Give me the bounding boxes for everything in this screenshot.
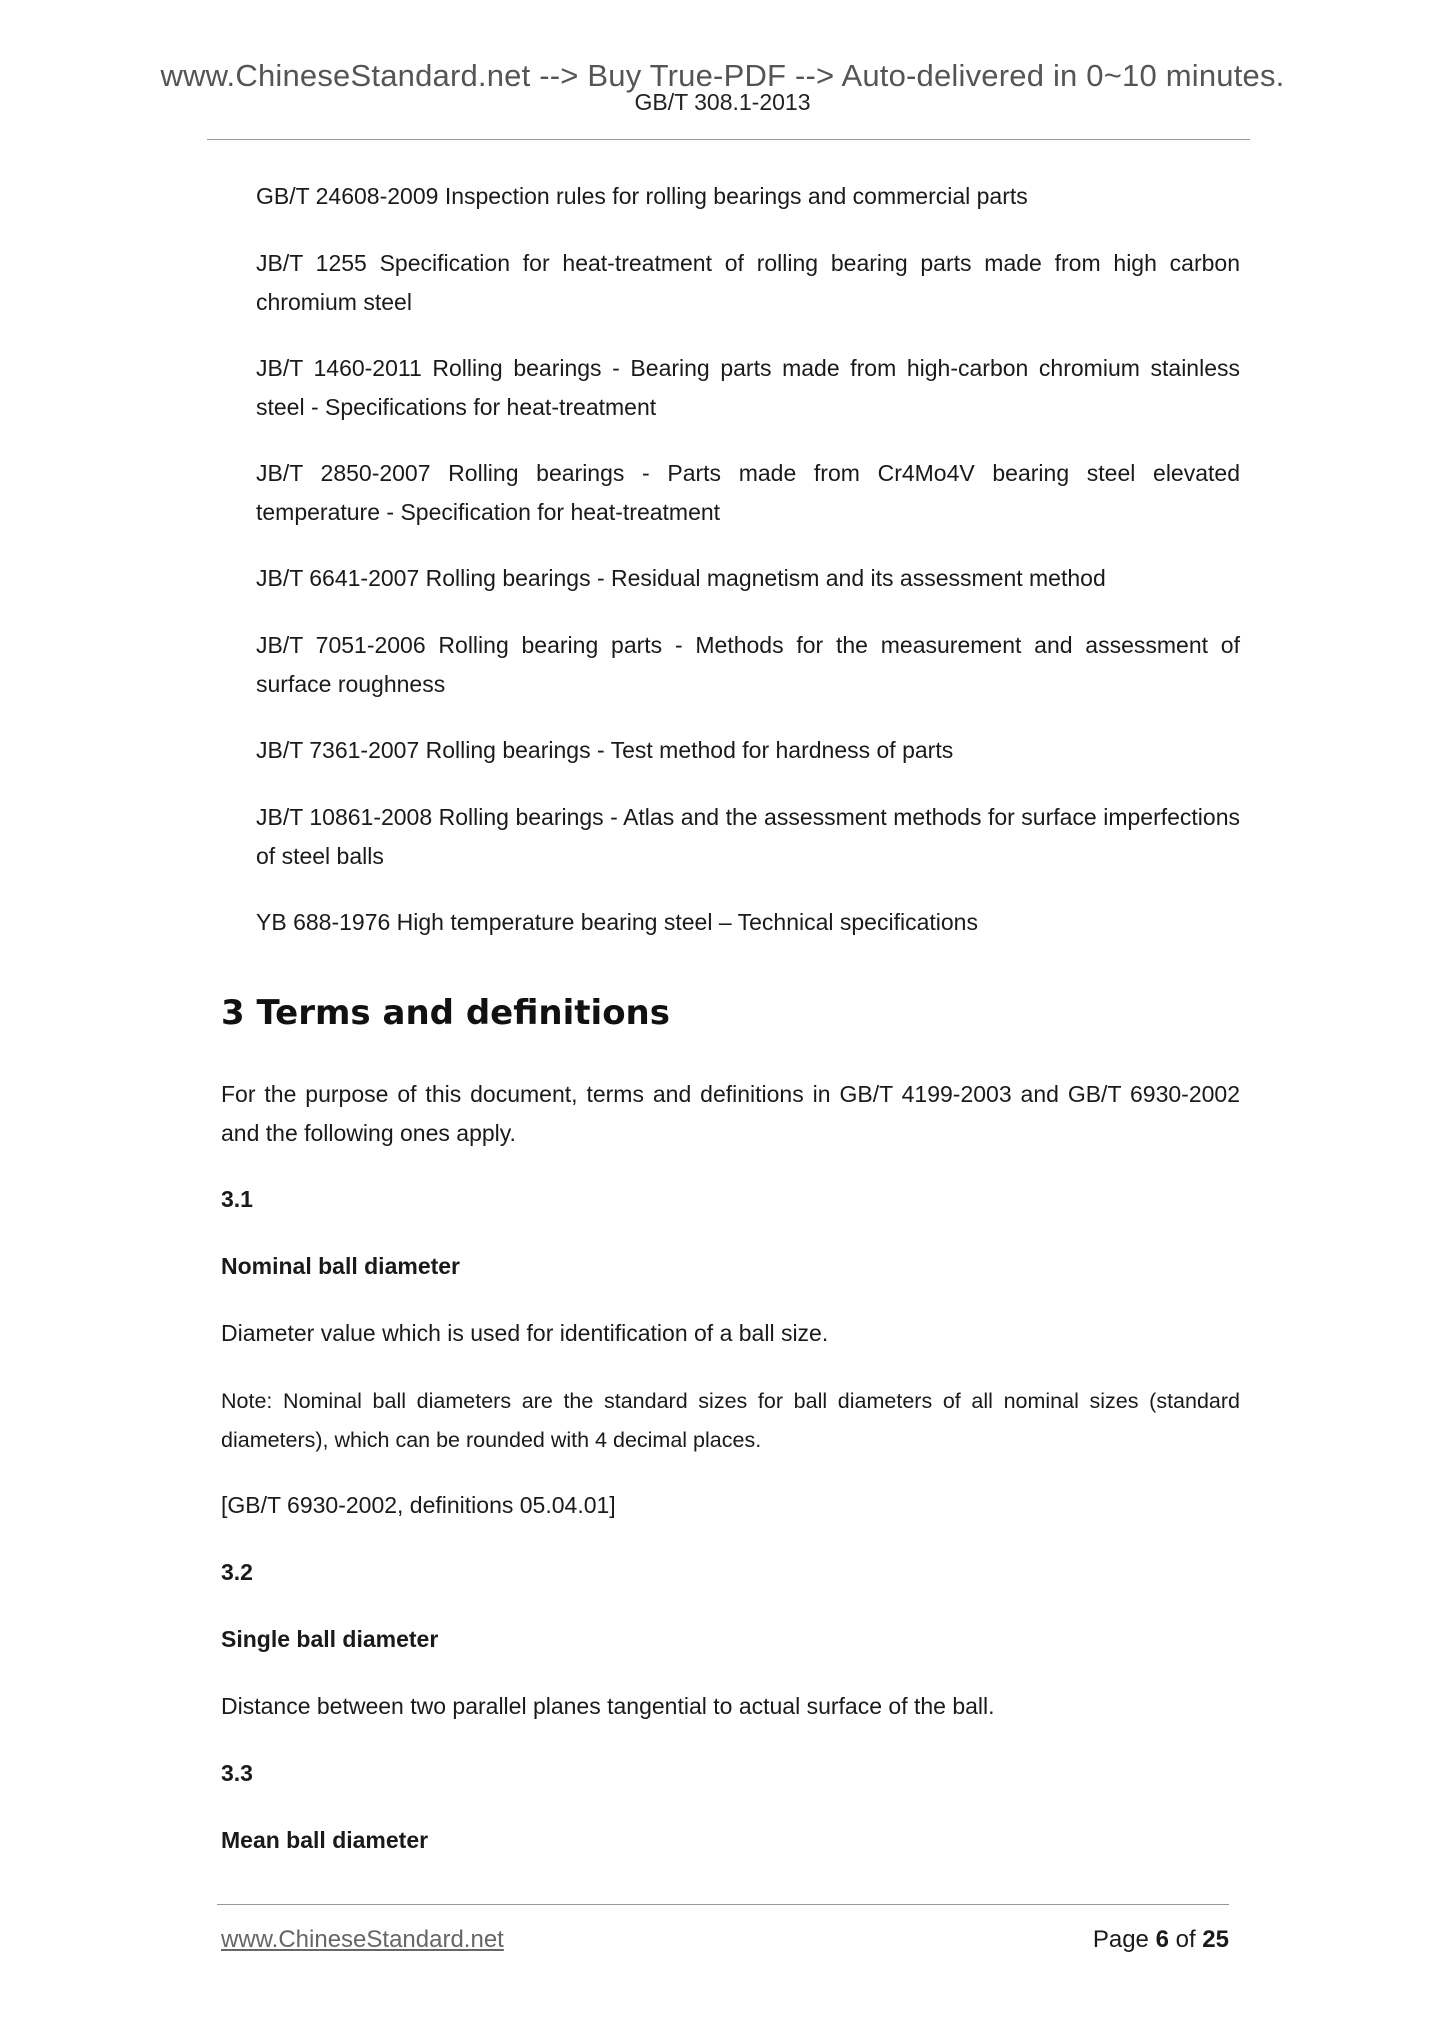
term-number: 3.3 bbox=[221, 1760, 253, 1786]
term-number: 3.2 bbox=[221, 1559, 253, 1585]
reference-item: YB 688-1976 High temperature bearing steel – Technical specifications bbox=[256, 909, 978, 935]
document-id: GB/T 308.1-2013 bbox=[634, 89, 811, 115]
page-total: 25 bbox=[1202, 1926, 1229, 1953]
reference-item: JB/T 10861-2008 Rolling bearings - Atlas and the assessment methods for surface imperfections of steel balls bbox=[256, 804, 1240, 869]
term-title: Single ball diameter bbox=[221, 1626, 439, 1652]
page-current: 6 bbox=[1155, 1926, 1169, 1953]
reference-item: JB/T 7361-2007 Rolling bearings - Test method for hardness of parts bbox=[256, 737, 954, 763]
footer-site-link[interactable]: www.ChineseStandard.net bbox=[221, 1926, 504, 1953]
page-label: Page bbox=[1092, 1926, 1149, 1953]
reference-item: JB/T 2850-2007 Rolling bearings - Parts made from Cr4Mo4V bearing steel elevated temperature - Specification for heat-treatment bbox=[256, 460, 1240, 525]
term-source: [GB/T 6930-2002, definitions 05.04.01] bbox=[221, 1492, 616, 1518]
reference-item: JB/T 1460-2011 Rolling bearings - Bearing parts made from high-carbon chromium stainless steel - Specifications for heat-treatment bbox=[256, 355, 1240, 420]
page-of: of bbox=[1175, 1926, 1196, 1953]
reference-item: JB/T 7051-2006 Rolling bearing parts - Methods for the measurement and assessment of surface roughness bbox=[256, 632, 1240, 697]
term-definition: Distance between two parallel planes tangential to actual surface of the ball. bbox=[221, 1693, 995, 1719]
term-note: Note: Nominal ball diameters are the standard sizes for ball diameters of all nominal sizes (standard diameters), which can be rounded with 4 decimal places. bbox=[221, 1389, 1240, 1452]
term-definition: Diameter value which is used for identification of a ball size. bbox=[221, 1320, 829, 1346]
reference-item: GB/T 24608-2009 Inspection rules for rolling bearings and commercial parts bbox=[256, 183, 1028, 209]
header-divider bbox=[207, 139, 1250, 140]
reference-item: JB/T 1255 Specification for heat-treatment of rolling bearing parts made from high carbon chromium steel bbox=[256, 250, 1240, 315]
section-heading: 3 Terms and definitions bbox=[221, 993, 670, 1033]
reference-item: JB/T 6641-2007 Rolling bearings - Residual magnetism and its assessment method bbox=[256, 565, 1106, 591]
term-number: 3.1 bbox=[221, 1186, 253, 1212]
site-banner: www.ChineseStandard.net --> Buy True-PDF --> Auto-delivered in 0~10 minutes. bbox=[160, 58, 1285, 93]
footer-divider bbox=[217, 1904, 1229, 1905]
page-indicator bbox=[1093, 1924, 1229, 1956]
term-title: Mean ball diameter bbox=[221, 1827, 429, 1853]
section-intro: For the purpose of this document, terms and definitions in GB/T 4199-2003 and GB/T 6930-2002 and the following ones apply. bbox=[221, 1081, 1240, 1146]
term-title: Nominal ball diameter bbox=[221, 1253, 461, 1279]
